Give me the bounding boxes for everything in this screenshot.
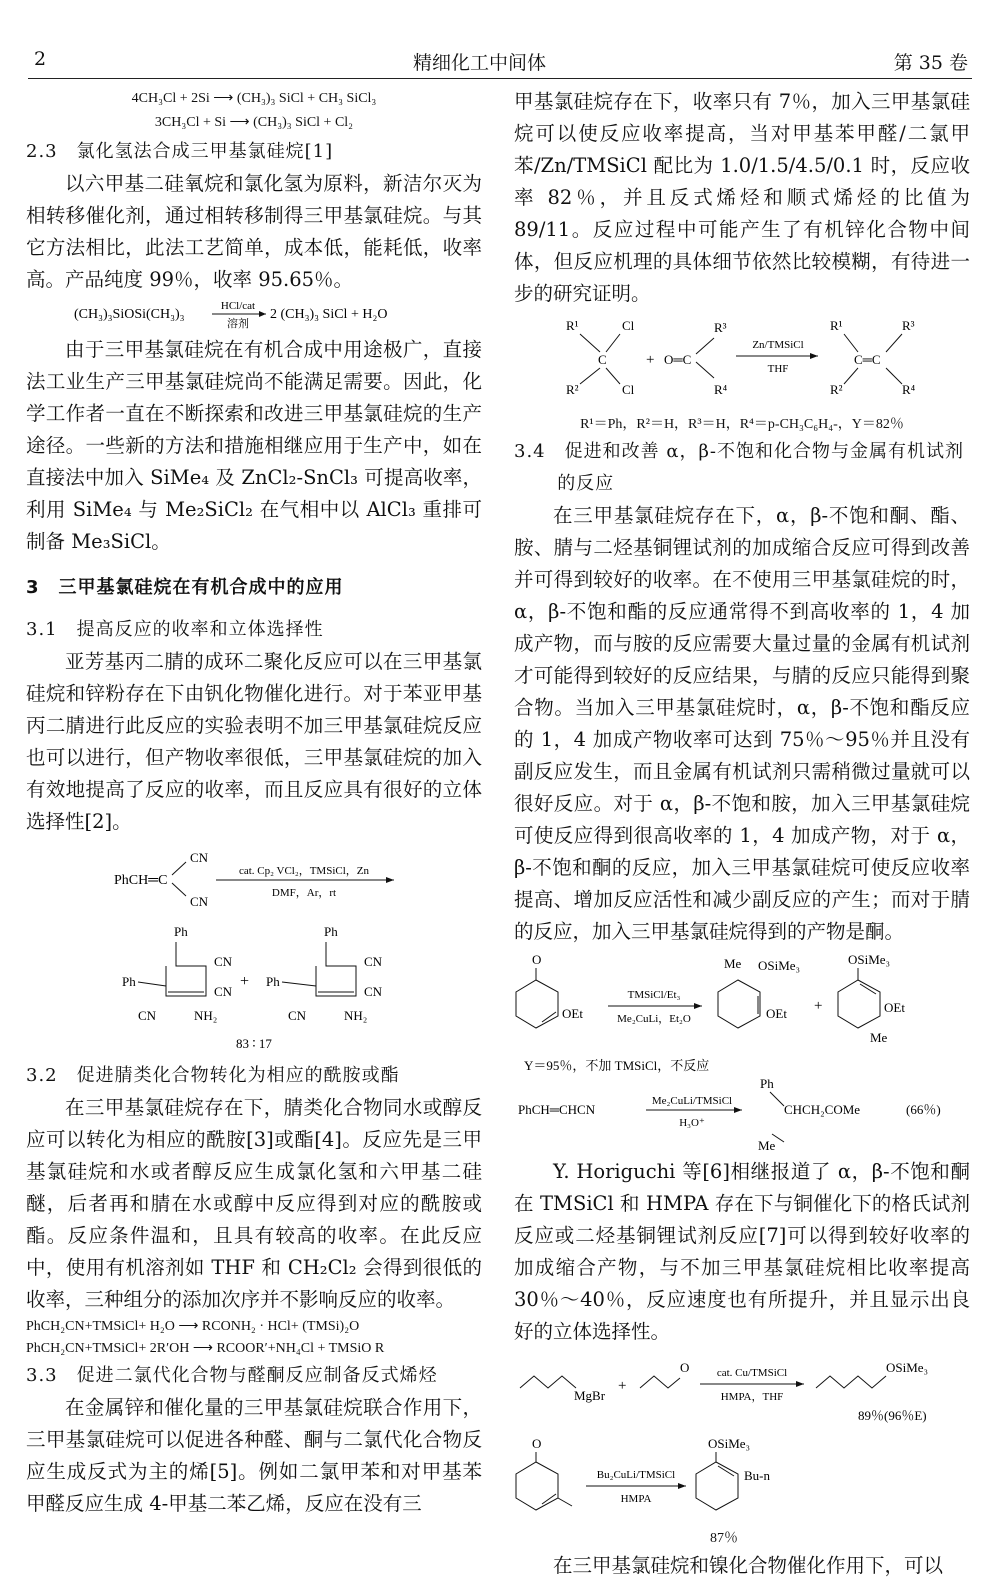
equation-3 xyxy=(26,296,482,330)
svg-text:Bu₂CuLi/TMSiCl: Bu₂CuLi/TMSiCl xyxy=(596,1469,676,1481)
paragraph: 由于三甲基氯硅烷在有机合成中用途极广，直接法工业生产三甲基氯硅烷尚不能满足需要。因此，化学工作者一直在不断探索和改进三甲基氯硅烷的生产途径。一些新的方法和措施相继应用于生产中，如在直接法中加入 SiMe₄ 及 ZnCl₂-SnCl₃ 可提高收率，利用 SiMe₄ 与 Me₂SiCl₂ 在气相中以 AlCl₃ 重排可制备 Me₃SiCl。 xyxy=(26,338,482,553)
svg-text:OEt: OEt xyxy=(884,1000,905,1015)
svg-text:R²: R² xyxy=(830,382,843,397)
eq3-left: (CH₃)₃SiOSi(CH₃)₃ xyxy=(74,307,185,322)
svg-text:Bu-n: Bu-n xyxy=(744,1468,770,1483)
section-heading-3-4: 3.4 促进和改善 α，β-不饱和化合物与金属有机试剂的反应 xyxy=(514,441,964,494)
svg-text:R⁴: R⁴ xyxy=(902,382,916,397)
svg-text:H₃O⁺: H₃O⁺ xyxy=(679,1117,705,1128)
eq3-bottom: 溶剂 xyxy=(227,318,249,330)
svg-text:+: + xyxy=(814,998,823,1014)
section-heading-3: 3 三甲基氯硅烷在有机合成中的应用 xyxy=(26,577,344,598)
left-column xyxy=(26,86,482,1520)
svg-text:CHCH₂COMe: CHCH₂COMe xyxy=(784,1102,861,1117)
equation-1: 4CH₃Cl + 2Si ⟶ (CH₃)₃ SiCl + CH₃ SiCl₃ xyxy=(131,91,377,106)
scheme-5 xyxy=(514,1348,970,1524)
svg-text:89％(96％E): 89％(96％E) xyxy=(858,1408,927,1423)
svg-text:R⁴: R⁴ xyxy=(714,382,728,397)
svg-text:Ph: Ph xyxy=(174,924,188,939)
svg-text:CN: CN xyxy=(190,894,209,909)
svg-text:OSiMe₃: OSiMe₃ xyxy=(848,952,891,967)
svg-text:R³: R³ xyxy=(902,318,915,333)
svg-text:O═C: O═C xyxy=(664,352,692,367)
svg-text:Me₂CuLi，Et₂O: Me₂CuLi，Et₂O xyxy=(617,1013,691,1025)
svg-text:R²: R² xyxy=(566,382,579,397)
svg-text:+: + xyxy=(646,352,655,368)
svg-text:R¹: R¹ xyxy=(830,318,843,333)
svg-text:Me: Me xyxy=(870,1030,888,1045)
svg-text:Cl: Cl xyxy=(622,382,635,397)
svg-text:Ph: Ph xyxy=(122,974,136,989)
svg-text:O: O xyxy=(680,1360,690,1375)
svg-text:+: + xyxy=(240,973,250,990)
svg-text:HMPA，THF: HMPA，THF xyxy=(720,1391,784,1403)
svg-text:PhCH═CHCN: PhCH═CHCN xyxy=(518,1102,596,1117)
paragraph: 在三甲基氯硅烷存在下，腈类化合物同水或醇反应可以转化为相应的酰胺[3]或酯[4]。反应先是三甲基氯硅烷和水或者醇反应生成氯化氢和六甲基二硅醚，后者再和腈在水或醇中反应得到对应的酰胺或酯。反应条件温和，且具有较高的收率。在此反应中，使用有机溶剂如 THF 和 CH₂Cl₂ 会得到很低的收率，三种组分的添加次序并不影响反应的收率。 xyxy=(26,1096,482,1311)
svg-text:OEt: OEt xyxy=(766,1006,787,1021)
equation-4: PhCH₂CN+TMSiCl+ H₂O ⟶ RCONH₂ · HCl+ (TMSi)₂O xyxy=(26,1319,360,1334)
section-heading-3-2: 3.2 促进腈类化合物转化为相应的酰胺或酯 xyxy=(26,1065,400,1086)
scheme-6-yield: 87％ xyxy=(710,1531,738,1546)
svg-text:CN: CN xyxy=(138,1008,157,1023)
eq3-right: 2 (CH₃)₃ SiCl + H₂O xyxy=(270,307,388,322)
paragraph: 以六甲基二硅氧烷和氯化氢为原料，新洁尔灭为相转移催化剂，通过相转移制得三甲基氯硅烷。与其它方法相比，此法工艺简单，成本低，能耗低，收率高。产品纯度 99％，收率 95.65％。 xyxy=(26,172,482,291)
svg-text:TMSiCl/Et₃: TMSiCl/Et₃ xyxy=(627,989,681,1001)
svg-text:C═C: C═C xyxy=(854,352,881,367)
svg-text:CN: CN xyxy=(364,954,383,969)
svg-text:(66％): (66％) xyxy=(906,1102,941,1117)
s1-ratio: 83 ∶ 17 xyxy=(236,1036,272,1051)
svg-text:Ph: Ph xyxy=(760,1076,774,1091)
svg-text:CN: CN xyxy=(288,1008,307,1023)
svg-text:OSiMe₃: OSiMe₃ xyxy=(886,1360,929,1375)
svg-text:Cl: Cl xyxy=(622,318,635,333)
paragraph: 在金属锌和催化量的三甲基氯硅烷联合作用下，三甲基氯硅烷可以促进各种醛、酮与二氯代化合物反应生成反式为主的烯[5]。例如二氯甲苯和对甲基苯甲醛反应生成 4-甲基二苯乙烯，反应在没有三 xyxy=(26,1396,482,1515)
svg-text:Me₂CuLi/TMSiCl: Me₂CuLi/TMSiCl xyxy=(651,1095,733,1107)
eq3-top: HCl/cat xyxy=(220,300,256,312)
journal-title: 精细化工中间体 xyxy=(413,52,547,74)
paragraph: 在三甲基氯硅烷存在下，α，β-不饱和酮、酯、胺、腈与二烃基铜锂试剂的加成缩合反应可得到改善并可得到较好的收率。在不使用三甲基氯硅烷的时，α，β-不饱和酯的反应通常得不到高收率的 1，4 加成产物，而与胺的反应需要大量过量的金属有机试剂才可能得到较好的反应结果，与腈的反应只能得到聚合物。当加入三甲基氯硅烷时，α，β-不饱和酯反应的 1，4 加成产物收率可达到 75％～95％并且没有副反应发生，而且金属有机试剂只需稍微过量就可以很好反应。对于 α，β-不饱和胺，加入三甲基氯硅烷可使反应得到很高收率的 1，4 加成产物，对于 α，β-不饱和酮的反应，加入三甲基氯硅烷可使反应收率提高、增加反应活性和减少副反应的产生；而对于腈的反应，加入三甲基氯硅烷得到的产物是酮。 xyxy=(514,504,970,943)
svg-text:CN: CN xyxy=(364,984,383,999)
svg-text:MgBr: MgBr xyxy=(574,1388,606,1403)
section-heading-2-3: 2.3 氯化氢法合成三甲基氯硅烷[1] xyxy=(26,141,334,162)
svg-text:OSiMe₃: OSiMe₃ xyxy=(708,1436,751,1451)
svg-text:C: C xyxy=(598,352,607,367)
s1-top: cat. Cp₂ VCl₂，TMSiCl，Zn xyxy=(238,865,370,877)
svg-text:CN: CN xyxy=(214,984,233,999)
svg-text:OSiMe₃: OSiMe₃ xyxy=(758,958,801,973)
svg-text:Me: Me xyxy=(758,1138,776,1152)
scheme-3-note: Y＝95％，不加 TMSiCl，不反应 xyxy=(524,1058,710,1073)
svg-text:Ph: Ph xyxy=(266,974,280,989)
paragraph: Y. Horiguchi 等[6]相继报道了 α，β-不饱和酮在 TMSiCl 和 HMPA 存在下与铜催化下的格氏试剂反应或二烃基铜锂试剂反应[7]可以得到较好收率的加成缩合产物，与不加三甲基氯硅烷相比收率提高 30％～40％，反应速度也有所提升，并且显示出良好的立体选择性。 xyxy=(514,1160,970,1343)
scheme-2-note: R¹＝Ph，R²＝H，R³＝H，R⁴＝p-CH₃C₆H₄-，Y＝82％ xyxy=(580,417,904,432)
scheme-3 xyxy=(514,948,970,1128)
page-number: 2 xyxy=(34,48,47,70)
svg-text:OEt: OEt xyxy=(562,1006,583,1021)
volume-label: 第 35 卷 xyxy=(893,52,968,74)
svg-text:THF: THF xyxy=(767,363,789,375)
svg-text:CN: CN xyxy=(190,850,209,865)
svg-text:Ph: Ph xyxy=(324,924,338,939)
svg-text:R¹: R¹ xyxy=(566,318,579,333)
scheme-1 xyxy=(26,838,482,1056)
paragraph: 在三甲基氯硅烷和镍化合物催化作用下，可以 xyxy=(553,1554,944,1577)
scheme-4-tail xyxy=(514,1132,970,1152)
svg-text:R³: R³ xyxy=(714,320,727,335)
running-header xyxy=(28,44,972,79)
svg-text:NH₂: NH₂ xyxy=(344,1008,368,1023)
svg-text:NH₂: NH₂ xyxy=(194,1008,218,1023)
svg-text:HMPA: HMPA xyxy=(620,1493,652,1505)
section-heading-3-3: 3.3 促进二氯代化合物与醛酮反应制备反式烯烃 xyxy=(26,1365,438,1386)
svg-text:O: O xyxy=(532,1436,542,1451)
equation-2: 3CH₃Cl + Si ⟶ (CH₃)₃ SiCl + Cl₂ xyxy=(154,115,354,130)
paragraph: 甲基氯硅烷存在下，收率只有 7％，加入三甲基氯硅烷可以使反应收率提高，当对甲基苯甲醛/二氯甲苯/Zn/TMSiCl 配比为 1.0/1.5/4.5/0.1 时，反应收率 82％，并且反式烯烃和顺式烯烃的比值为 89/11。反应过程中可能产生了有机锌化合物中间体，但反应机理的具体细节依然比较模糊，有待进一步的研究证明。 xyxy=(514,90,970,305)
svg-text:CN: CN xyxy=(214,954,233,969)
paragraph: 亚芳基丙二腈的成环二聚化反应可以在三甲基氯硅烷和锌粉存在下由钒化物催化进行。对于苯亚甲基丙二腈进行此反应的实验表明不加三甲基氯硅烷反应也可以进行，但产物收率很低，三甲基氯硅烷的加入有效地提高了反应的收率，而且反应具有很好的立体选择性[2]。 xyxy=(26,650,482,833)
section-heading-3-1: 3.1 提高反应的收率和立体选择性 xyxy=(26,619,324,640)
equation-5: PhCH₂CN+TMSiCl+ 2R′OH ⟶ RCOOR′+NH₄Cl + TMSiO R xyxy=(26,1341,385,1356)
svg-text:Zn/TMSiCl: Zn/TMSiCl xyxy=(752,339,804,351)
svg-text:O: O xyxy=(532,952,542,967)
svg-text:cat. Cu/TMSiCl: cat. Cu/TMSiCl xyxy=(716,1367,788,1379)
svg-text:Me: Me xyxy=(724,956,742,971)
s1-bottom: DMF，Ar，rt xyxy=(271,887,337,899)
svg-text:+: + xyxy=(618,1378,627,1394)
s1-reagent: PhCH═C xyxy=(114,873,168,888)
right-column xyxy=(514,86,970,1582)
scheme-2 xyxy=(514,310,970,410)
